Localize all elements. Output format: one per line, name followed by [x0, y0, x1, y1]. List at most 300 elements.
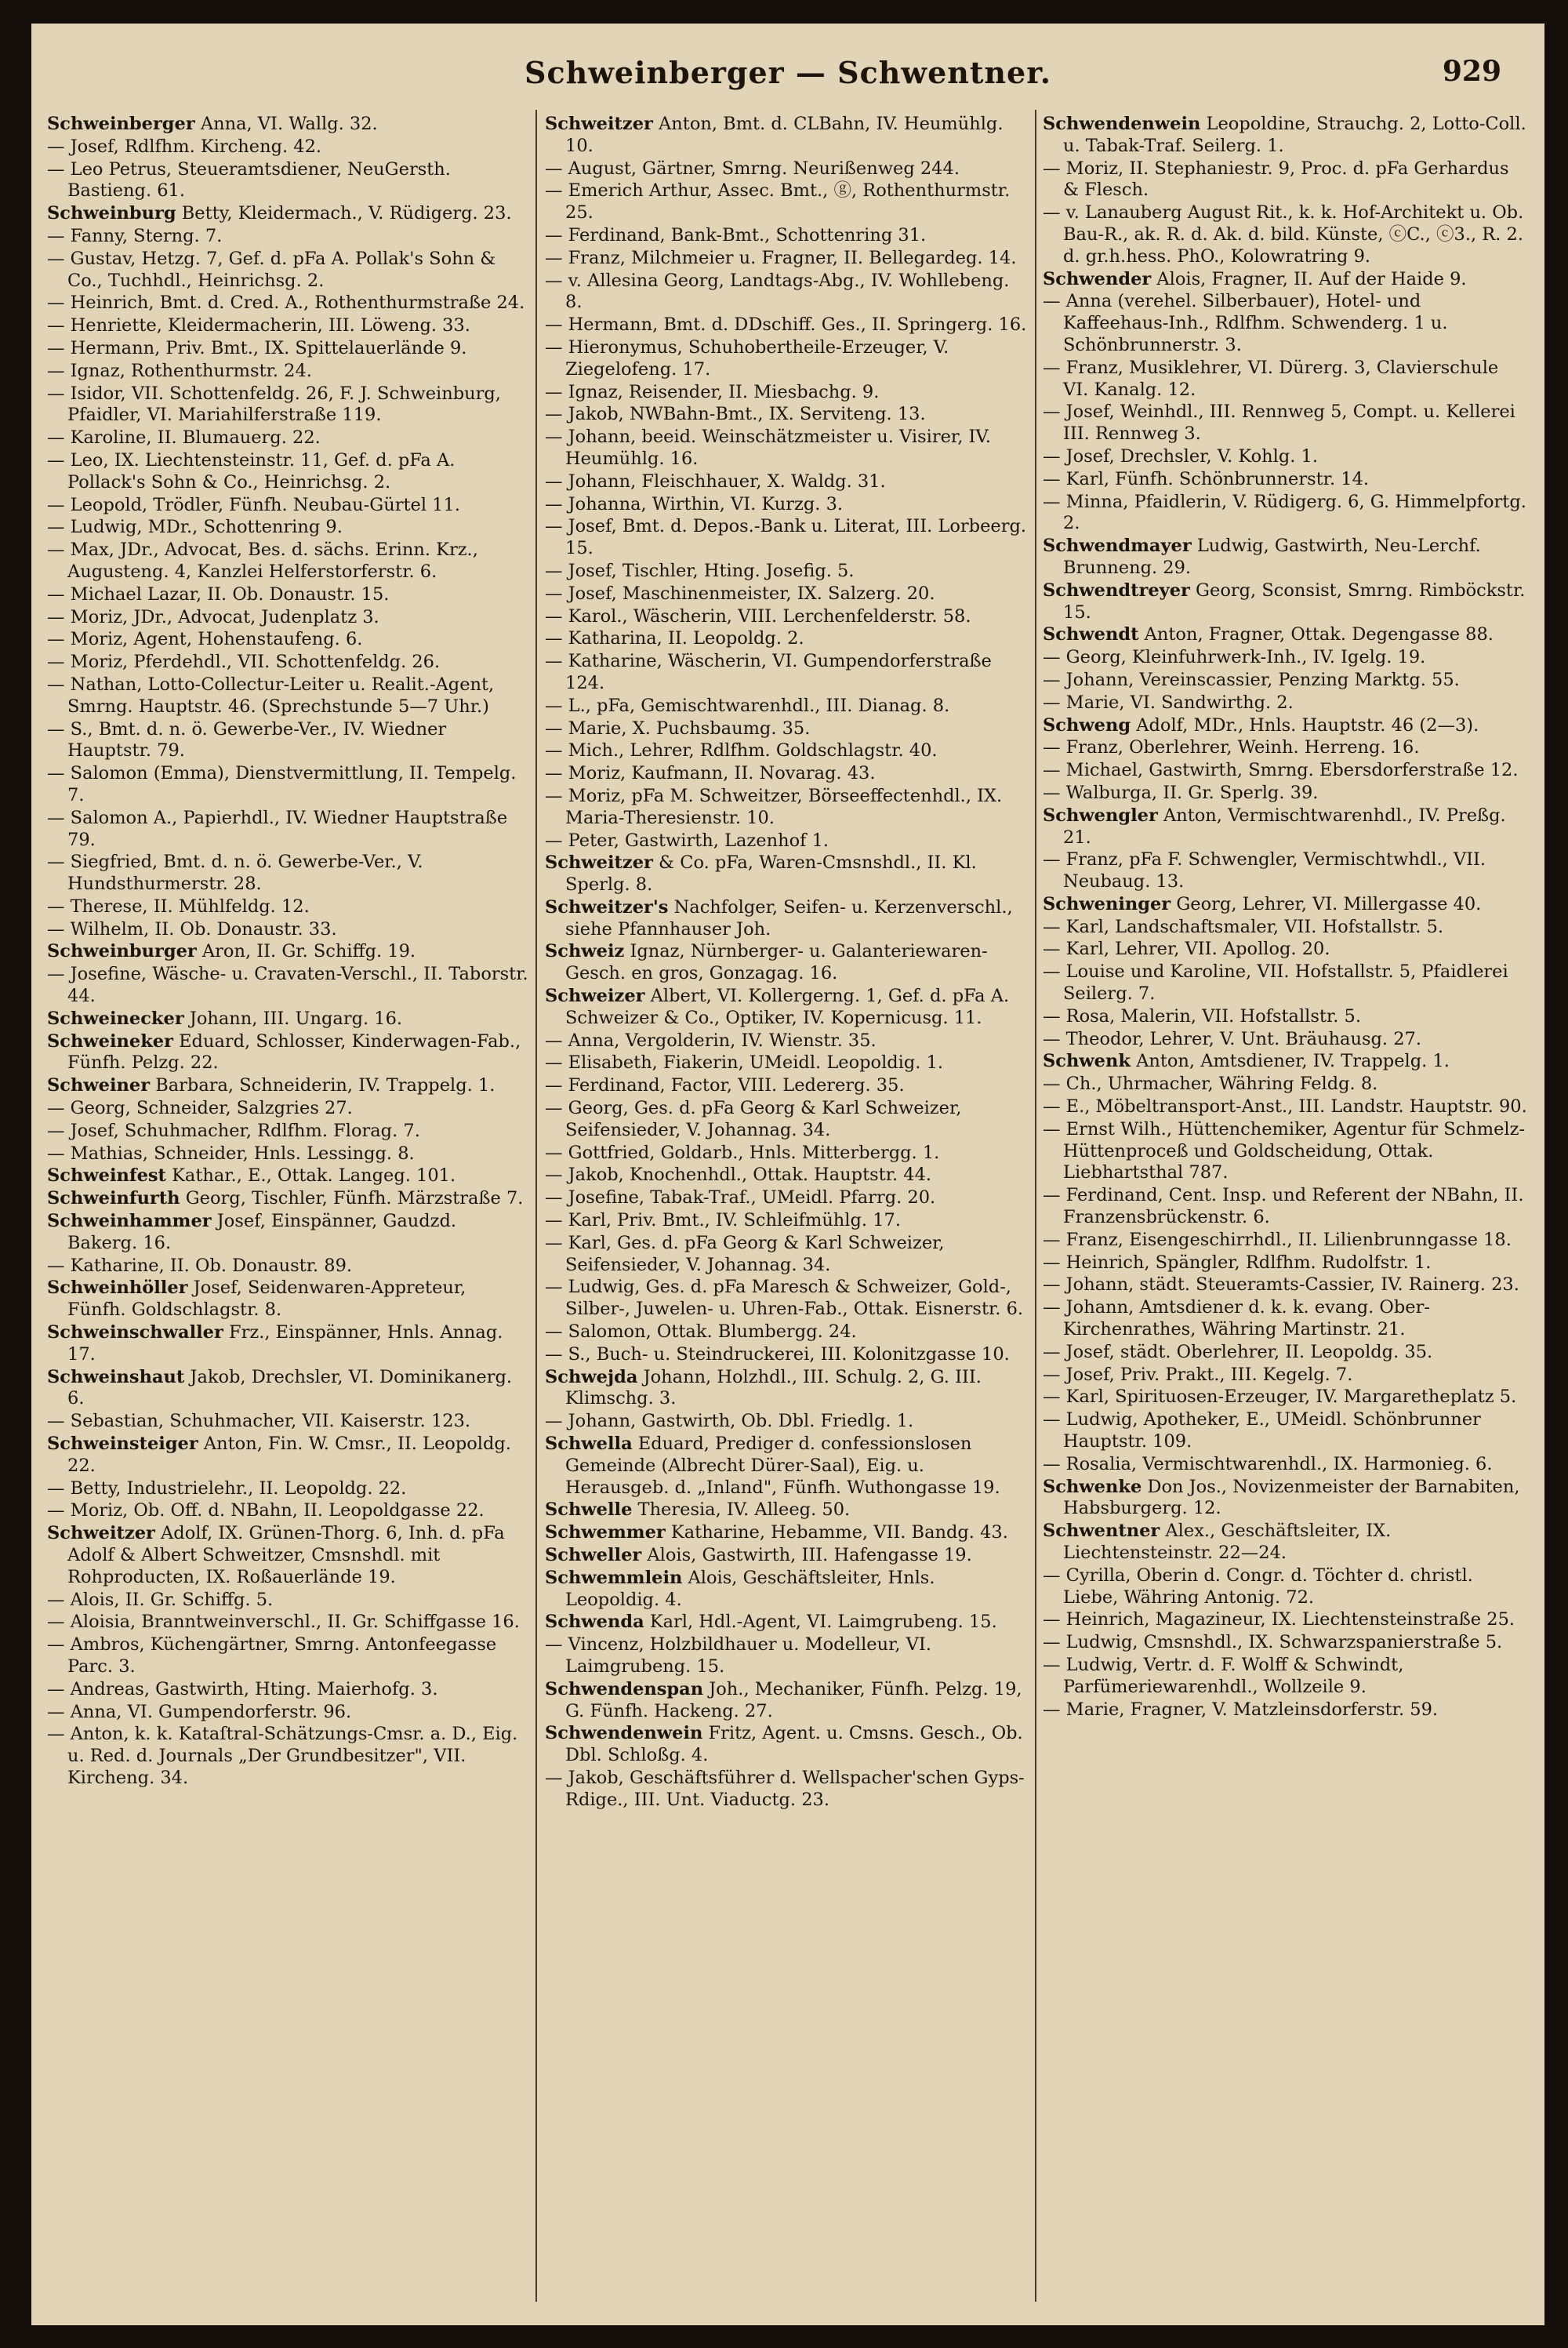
entry-text: — Karl, Priv. Bmt., IV. Schleifmühlg. 17.	[545, 1210, 901, 1231]
directory-entry	[545, 740, 1027, 762]
entry-text: — Vincenz, Holzbildhauer u. Modelleur, VI. Laimgrubeng. 15.	[545, 1634, 931, 1677]
directory-entry	[545, 1612, 1027, 1634]
directory-entry	[545, 1187, 1027, 1209]
directory-entry	[1043, 1297, 1529, 1341]
directory-entry	[545, 1768, 1027, 1812]
entry-text: Adolf, MDr., Hnls. Hauptstr. 46 (2—3).	[1131, 714, 1479, 736]
entry-text: — Hermann, Bmt. d. DDschiff. Ges., II. Springerg. 16.	[545, 314, 1027, 336]
entry-text: Don Jos., Novizenmeister der Barnabiten, Habsburgerg. 12.	[1063, 1476, 1520, 1519]
entry-text: — Salomon (Emma), Dienstvermittlung, II. Tempelg. 7.	[47, 763, 517, 805]
entry-text: — Georg, Kleinfuhrwerk-Inh., IV. Igelg. 19.	[1043, 647, 1426, 668]
directory-entry	[1043, 783, 1529, 805]
entry-text: — Betty, Industrielehr., II. Leopoldg. 22.	[47, 1477, 407, 1499]
directory-entry	[47, 1322, 529, 1366]
entry-text: — Marie, Fragner, V. Matzleinsdorferstr. 59.	[1043, 1699, 1439, 1720]
entry-surname: Schweiner	[47, 1075, 151, 1096]
entry-text: — Heinrich, Bmt. d. Cred. A., Rothenthurmstraße 24.	[47, 293, 525, 314]
directory-entry	[47, 1098, 529, 1120]
directory-page	[31, 24, 1544, 2325]
entry-text: — Katharine, Wäscherin, VI. Gumpendorferstraße 124.	[545, 651, 992, 693]
entry-text: — Anna (verehel. Silberbauer), Hotel- und Kaffeehaus-Inh., Rdlfhm. Schwenderg. 1 u. Schönbrunnerstr. 3.	[1043, 291, 1448, 355]
entry-text: — Katharina, II. Leopoldg. 2.	[545, 628, 804, 649]
entry-text: — Josef, Priv. Prakt., III. Kegelg. 7.	[1043, 1364, 1353, 1385]
entry-text: — Rosalia, Vermischtwarenhdl., IX. Harmonieg. 6.	[1043, 1453, 1493, 1474]
directory-entry	[1043, 580, 1529, 624]
entry-text: Georg, Sconsist, Smrng. Rimböckstr. 15.	[1063, 580, 1526, 623]
directory-entry	[47, 1165, 529, 1187]
entry-surname: Schwelle	[545, 1499, 633, 1521]
directory-entry	[545, 651, 1027, 695]
entry-surname: Schweninger	[1043, 893, 1171, 914]
entry-text: — Ferdinand, Factor, VIII. Ledererg. 35.	[545, 1075, 905, 1096]
directory-entry	[47, 249, 529, 293]
entry-text: — Johanna, Wirthin, VI. Kurzg. 3.	[545, 493, 844, 514]
directory-entry	[545, 225, 1027, 247]
directory-entry	[1043, 647, 1529, 669]
directory-entry	[1043, 202, 1529, 267]
entry-text: — Hieronymus, Schuhobertheile-Erzeuger, V. Ziegelofeng. 17.	[545, 336, 949, 380]
directory-entry	[545, 718, 1027, 740]
directory-entry	[545, 1143, 1027, 1165]
entry-text: — Michael Lazar, II. Ob. Donaustr. 15.	[47, 583, 390, 605]
entry-text: — E., Möbeltransport-Anst., III. Landstr. Hauptstr. 90.	[1043, 1096, 1527, 1118]
entry-text: Fritz, Agent. u. Cmsns. Gesch., Ob. Dbl. Schloßg. 4.	[565, 1723, 1023, 1766]
entry-text: — Gottfried, Goldarb., Hnls. Mitterbergg. 1.	[545, 1142, 940, 1163]
directory-entry	[545, 583, 1027, 605]
entry-text: Joh., Mechaniker, Fünfh. Pelzg. 19, G. Fünfh. Hackeng. 27.	[565, 1678, 1022, 1721]
entry-surname: Schweinhöller	[47, 1278, 188, 1299]
directory-entry	[1043, 692, 1529, 714]
entry-text: Albert, VI. Kollergerng. 1, Gef. d. pFa A. Schweizer & Co., Optiker, IV. Kopernicusg. 11.	[565, 986, 1010, 1028]
directory-entry	[47, 1075, 529, 1097]
entry-text: — Anna, Vergolderin, IV. Wienstr. 35.	[545, 1030, 877, 1051]
directory-entry	[1043, 1274, 1529, 1296]
entry-text: — Franz, Musiklehrer, VI. Dürerg. 3, Clavierschule VI. Kanalg. 12.	[1043, 357, 1499, 400]
entry-text: — Ambros, Küchengärtner, Smrng. Antonfeegasse Parc. 3.	[47, 1634, 497, 1677]
directory-entry	[545, 1344, 1027, 1366]
entry-text: — Josef, Rdlfhm. Kircheng. 42.	[47, 136, 322, 157]
directory-entry	[47, 1724, 529, 1789]
entry-surname: Schweitzer	[47, 1523, 155, 1544]
entry-surname: Schwenk	[1043, 1051, 1131, 1072]
entry-text: Anna, VI. Wallg. 32.	[194, 114, 378, 134]
directory-entry	[47, 763, 529, 807]
directory-entry	[47, 1679, 529, 1701]
directory-entry	[1043, 402, 1529, 445]
directory-entry	[1043, 1632, 1529, 1654]
entry-text: — Jakob, Knochenhdl., Ottak. Hauptstr. 44.	[545, 1165, 932, 1186]
entry-text: — Johann, beeid. Weinschätzmeister u. Visirer, IV. Heumühlg. 16.	[545, 427, 991, 469]
entry-text: Theresia, IV. Alleeg. 50.	[632, 1499, 851, 1521]
directory-entry	[545, 1499, 1027, 1521]
directory-entry	[47, 919, 529, 941]
directory-entry	[47, 1500, 529, 1522]
entry-text: Betty, Kleidermach., V. Rüdigerg. 23.	[176, 203, 512, 224]
entry-text: — Johann, städt. Steueramts-Cassier, IV. Rainerg. 23.	[1043, 1274, 1519, 1296]
entry-surname: Schweineker	[47, 1030, 173, 1052]
directory-entry	[47, 1031, 529, 1075]
directory-entry	[1043, 358, 1529, 402]
entry-text: — Hermann, Priv. Bmt., IX. Spittelauerlände 9.	[47, 337, 467, 358]
entry-surname: Schweinburg	[47, 203, 176, 224]
directory-entry	[1043, 1029, 1529, 1051]
entry-text: — Andreas, Gastwirth, Hting. Maierhofg. 3.	[47, 1678, 438, 1699]
directory-entry	[47, 383, 529, 427]
directory-entry	[545, 1434, 1027, 1499]
entry-text: — Franz, Eisengeschirrhdl., II. Lilienbrunngasse 18.	[1043, 1229, 1512, 1250]
column-1	[47, 114, 529, 2310]
directory-entry	[47, 136, 529, 158]
directory-entry	[545, 606, 1027, 628]
entry-text: — Theodor, Lehrer, V. Unt. Bräuhausg. 27.	[1043, 1028, 1422, 1049]
entry-surname: Schwendenwein	[1043, 114, 1201, 134]
entry-surname: Schwemmer	[545, 1522, 666, 1543]
directory-entry	[545, 1411, 1027, 1433]
entry-text: — Cyrilla, Oberin d. Congr. d. Töchter d. christl. Liebe, Währing Antonig. 72.	[1043, 1565, 1473, 1608]
entry-text: — Nathan, Lotto-Collectur-Leiter u. Realit.-Agent, Smrng. Hauptstr. 46. (Sprechstunde 5—7 Uhr.)	[47, 674, 495, 717]
directory-entry	[47, 427, 529, 449]
entry-text: — Ch., Uhrmacher, Währing Feldg. 8.	[1043, 1074, 1378, 1095]
entry-text: — S., Bmt. d. n. ö. Gewerbe-Ver., IV. Wiedner Hauptstr. 79.	[47, 718, 447, 761]
directory-entry	[545, 114, 1027, 158]
entry-text: — Gustav, Hetzg. 7, Gef. d. pFa A. Pollak's Sohn & Co., Tuchhdl., Heinrichsg. 2.	[47, 248, 496, 291]
entry-text: — Heinrich, Magazineur, IX. Liechtensteinstraße 25.	[1043, 1609, 1515, 1630]
entry-surname: Schweinberger	[47, 114, 195, 134]
entry-text: — Rosa, Malerin, VII. Hofstallstr. 5.	[1043, 1005, 1361, 1027]
entry-text: Adolf, IX. Grünen-Thorg. 6, Inh. d. pFa Adolf & Albert Schweitzer, Cmsnshdl. mit Rohproducten, IX. Roßauerlände 19.	[67, 1523, 505, 1587]
entry-text: — Josefine, Tabak-Traf., UMeidl. Pfarrg. 20.	[545, 1187, 936, 1209]
entry-text: Alex., Geschäftsleiter, IX. Liechtensteinstr. 22—24.	[1063, 1521, 1392, 1563]
entry-surname: Schwentner	[1043, 1521, 1160, 1542]
directory-entry	[545, 1233, 1027, 1277]
column-3	[1043, 114, 1529, 2310]
column-divider	[535, 110, 537, 2302]
directory-entry	[545, 1545, 1027, 1567]
entry-surname: Schwendenspan	[545, 1678, 704, 1699]
directory-entry	[47, 1121, 529, 1143]
entry-text: — Moriz, Agent, Hohenstaufeng. 6.	[47, 629, 363, 650]
entry-text: Alois, Geschäftsleiter, Hnls. Leopoldig. 4.	[565, 1567, 935, 1610]
directory-entry	[47, 114, 529, 136]
entry-surname: Schweitzer's	[545, 896, 669, 918]
directory-entry	[545, 1321, 1027, 1343]
directory-entry	[47, 361, 529, 383]
entry-surname: Schweiz	[545, 941, 625, 962]
directory-entry	[1043, 670, 1529, 692]
entry-text: — Leo Petrus, Steueramtsdiener, NeuGersth. Bastieng. 61.	[47, 158, 451, 202]
directory-entry	[545, 786, 1027, 830]
entry-surname: Schweizer	[545, 986, 645, 1007]
directory-entry	[1043, 1342, 1529, 1364]
entry-text: — Minna, Pfaidlerin, V. Rüdigerg. 6, G. Himmelpfortg. 2.	[1043, 491, 1526, 534]
entry-text: — Fanny, Sterng. 7.	[47, 225, 223, 246]
directory-entry	[47, 1211, 529, 1255]
entry-text: & Co. pFa, Waren-Cmsnshdl., II. Kl. Sperlg. 8.	[565, 852, 977, 896]
entry-surname: Schwella	[545, 1434, 633, 1455]
running-title: Schweinberger — Schwentner.	[524, 55, 1051, 90]
directory-entry	[545, 986, 1027, 1030]
entry-surname: Schweller	[545, 1545, 642, 1565]
entry-text: — Anna, VI. Gumpendorferstr. 96.	[47, 1701, 352, 1722]
directory-entry	[545, 158, 1027, 180]
directory-entry	[47, 338, 529, 360]
entry-text: — Josef, Maschinenmeister, IX. Salzerg. 20.	[545, 583, 935, 604]
page-number: 929	[1442, 55, 1501, 88]
directory-entry	[1043, 961, 1529, 1005]
directory-entry	[1043, 894, 1529, 916]
entry-text: — Sebastian, Schuhmacher, VII. Kaiserstr. 123.	[47, 1411, 471, 1432]
directory-entry	[47, 584, 529, 606]
directory-entry	[1043, 1655, 1529, 1699]
entry-text: Jakob, Drechsler, VI. Dominikanerg. 6.	[67, 1366, 512, 1409]
directory-entry	[47, 1434, 529, 1477]
entry-text: — Moriz, JDr., Advocat, Judenplatz 3.	[47, 606, 379, 627]
directory-entry	[1043, 1185, 1529, 1229]
directory-entry	[1043, 1699, 1529, 1721]
entry-text: — Alois, II. Gr. Schiffg. 5.	[47, 1589, 274, 1610]
directory-entry	[545, 1210, 1027, 1232]
entry-text: — Walburga, II. Gr. Sperlg. 39.	[1043, 782, 1319, 803]
directory-entry	[47, 1523, 529, 1588]
entry-text: — Henriette, Kleidermacherin, III. Löweng. 33.	[47, 315, 470, 336]
directory-entry	[545, 1098, 1027, 1142]
entry-text: Nachfolger, Seifen- u. Kerzenverschl., siehe Pfannhauser Joh.	[565, 896, 1013, 940]
entry-text: — Karl, Fünfh. Schönbrunnerstr. 14.	[1043, 468, 1370, 489]
entry-text: Ignaz, Nürnberger- u. Galanteriewaren-Gesch. en gros, Gonzagag. 16.	[565, 941, 988, 984]
directory-entry	[545, 314, 1027, 336]
entry-text: Georg, Lehrer, VI. Millergasse 40.	[1171, 893, 1482, 914]
directory-entry	[545, 1723, 1027, 1767]
directory-entry	[1043, 737, 1529, 759]
entry-text: — Franz, pFa F. Schwengler, Vermischtwhdl., VII. Neubaug. 13.	[1043, 849, 1486, 892]
directory-entry	[1043, 1051, 1529, 1073]
entry-text: Anton, Bmt. d. CLBahn, IV. Heumühlg. 10.	[565, 114, 1004, 156]
entry-text: — Michael, Gastwirth, Smrng. Ebersdorferstraße 12.	[1043, 760, 1519, 781]
directory-entry	[47, 941, 529, 963]
directory-entry	[1043, 760, 1529, 782]
entry-text: — Elisabeth, Fiakerin, UMeidl. Leopoldig. 1.	[545, 1052, 944, 1074]
entry-text: Frz., Einspänner, Hnls. Annag. 17.	[67, 1322, 503, 1365]
directory-entry	[47, 495, 529, 517]
directory-entry	[47, 203, 529, 225]
directory-entry	[545, 1679, 1027, 1723]
directory-entry	[47, 1256, 529, 1278]
directory-entry	[1043, 917, 1529, 939]
directory-entry	[1043, 624, 1529, 646]
entry-text: — Wilhelm, II. Ob. Donaustr. 33.	[47, 918, 337, 940]
entry-text: — Katharine, II. Ob. Donaustr. 89.	[47, 1255, 353, 1276]
entry-text: — Moriz, Ob. Off. d. NBahn, II. Leopoldgasse 22.	[47, 1500, 485, 1521]
directory-entry	[545, 1367, 1027, 1411]
page-header	[31, 55, 1544, 110]
directory-entry	[47, 450, 529, 494]
entry-text: — Ludwig, Ges. d. pFa Maresch & Schweizer, Gold-, Silber-, Juwelen- u. Uhren-Fab., Ottak. Eisnerstr. 6.	[545, 1277, 1024, 1320]
entry-surname: Schwenda	[545, 1612, 644, 1633]
directory-entry	[47, 896, 529, 918]
entry-text: — Marie, VI. Sandwirthg. 2.	[1043, 692, 1294, 713]
directory-entry	[47, 652, 529, 674]
entry-text: — Josefine, Wäsche- u. Cravaten-Verschl., II. Taborstr. 44.	[47, 964, 528, 1007]
directory-entry	[47, 517, 529, 539]
directory-entry	[1043, 1565, 1529, 1609]
directory-entry	[47, 293, 529, 314]
entry-text: — Ignaz, Reisender, II. Miesbachg. 9.	[545, 381, 880, 402]
entry-text: — Therese, II. Mühlfeldg. 12.	[47, 896, 310, 917]
directory-entry	[47, 852, 529, 896]
entry-text: — Max, JDr., Advocat, Bes. d. sächs. Erinn. Krz., Augusteng. 4, Kanzlei Helferstorferstr. 6.	[47, 540, 478, 582]
entry-surname: Schwengler	[1043, 805, 1158, 826]
entry-text: — Ernst Wilh., Hüttenchemiker, Agentur für Schmelz-Hüttenproceß und Goldscheidung, Ottak. Liebhartsthal 787.	[1043, 1118, 1526, 1183]
entry-text: Johann, Holzhdl., III. Schulg. 2, G. III. Klimschg. 3.	[565, 1366, 982, 1409]
directory-entry	[1043, 291, 1529, 356]
entry-text: — Siegfried, Bmt. d. n. ö. Gewerbe-Ver., V. Hundsthurmerstr. 28.	[47, 852, 423, 895]
directory-entry	[545, 180, 1027, 224]
entry-surname: Schwenke	[1043, 1476, 1142, 1497]
entry-text: — Franz, Oberlehrer, Weinh. Herreng. 16.	[1043, 737, 1420, 758]
directory-entry	[1043, 1454, 1529, 1476]
directory-entry	[1043, 1096, 1529, 1118]
entry-text: — Johann, Vereinscassier, Penzing Marktg. 55.	[1043, 669, 1460, 690]
entry-text: — Ferdinand, Cent. Insp. und Referent der NBahn, II. Franzensbrückenstr. 6.	[1043, 1185, 1524, 1228]
entry-text: — Karl, Ges. d. pFa Georg & Karl Schweizer, Seifensieder, V. Johannag. 34.	[545, 1232, 945, 1275]
directory-entry	[545, 561, 1027, 583]
entry-text: Josef, Seidenwaren-Appreteur, Fünfh. Goldschlagstr. 8.	[67, 1278, 466, 1321]
entry-text: Eduard, Schlosser, Kinderwagen-Fab., Fünfh. Pelzg. 22.	[67, 1030, 521, 1074]
column-2	[545, 114, 1027, 2310]
entry-text: — Josef, Bmt. d. Depos.-Bank u. Literat, III. Lorbeerg. 15.	[545, 516, 1027, 559]
directory-entry	[1043, 158, 1529, 202]
entry-surname: Schweinfest	[47, 1165, 166, 1187]
entry-text: — Leopold, Trödler, Fünfh. Neubau-Gürtel 11.	[47, 494, 460, 515]
entry-text: — Ludwig, Cmsnshdl., IX. Schwarzspanierstraße 5.	[1043, 1632, 1503, 1653]
directory-entry	[545, 1277, 1027, 1321]
entry-text: Katharine, Hebamme, VII. Bandg. 43.	[665, 1522, 1008, 1543]
directory-entry	[47, 719, 529, 763]
entry-text: Ludwig, Gastwirth, Neu-Lerchf. Brunneng. 29.	[1063, 536, 1481, 578]
directory-entry	[47, 540, 529, 583]
directory-entry	[47, 315, 529, 337]
directory-entry	[545, 1568, 1027, 1612]
entry-text: — Aloisia, Branntweinverschl., II. Gr. Schiffgasse 16.	[47, 1612, 520, 1633]
entry-text: — Karol., Wäscherin, VIII. Lerchenfelderstr. 58.	[545, 605, 971, 627]
entry-text: — Louise und Karoline, VII. Hofstallstr. 5, Pfaidlerei Seilerg. 7.	[1043, 961, 1508, 1005]
directory-entry	[47, 629, 529, 651]
directory-entry	[545, 337, 1027, 381]
entry-text: — Marie, X. Puchsbaumg. 35.	[545, 718, 811, 739]
directory-entry	[47, 607, 529, 629]
entry-surname: Schweinsteiger	[47, 1434, 198, 1455]
entry-text: — Karl, Spirituosen-Erzeuger, IV. Margaretheplatz 5.	[1043, 1387, 1517, 1408]
entry-text: — Franz, Milchmeier u. Fragner, II. Bellegardeg. 14.	[545, 247, 1017, 268]
entry-surname: Schwemmlein	[545, 1567, 683, 1588]
directory-entry	[47, 1411, 529, 1433]
entry-text: — Josef, Tischler, Hting. Josefig. 5.	[545, 560, 855, 581]
directory-entry	[1043, 1119, 1529, 1184]
entry-surname: Schwejda	[545, 1366, 638, 1387]
directory-entry	[1043, 1230, 1529, 1252]
directory-entry	[1043, 1477, 1529, 1521]
directory-entry	[47, 1590, 529, 1612]
entry-text: Anton, Fin. W. Cmsr., II. Leopoldg. 22.	[67, 1434, 511, 1476]
directory-entry	[1043, 1252, 1529, 1274]
entry-surname: Schweitzer	[545, 852, 653, 874]
directory-entry	[47, 1367, 529, 1411]
entry-text: Barbara, Schneiderin, IV. Trappelg. 1.	[150, 1075, 495, 1096]
directory-entry	[1043, 1074, 1529, 1096]
directory-entry	[1043, 715, 1529, 737]
directory-entry	[47, 1009, 529, 1030]
entry-text: — August, Gärtner, Smrng. Neurißenweg 244.	[545, 158, 960, 179]
entry-text: Anton, Fragner, Ottak. Degengasse 88.	[1138, 624, 1494, 645]
entry-surname: Schweng	[1043, 714, 1131, 736]
entry-text: — Josef, Schuhmacher, Rdlfhm. Florag. 7.	[47, 1120, 420, 1141]
entry-text: — Moriz, II. Stephaniestr. 9, Proc. d. pFa Gerhardus & Flesch.	[1043, 158, 1509, 201]
directory-entry	[545, 471, 1027, 493]
entry-text: Aron, II. Gr. Schiffg. 19.	[196, 941, 416, 962]
entry-text: — Anton, k. k. Kataſtral-Schätzungs-Cmsr. a. D., Eig. u. Red. d. Journals „Der Grundbesitzer", VII. Kircheng. 34.	[47, 1724, 518, 1788]
entry-text: — Isidor, VII. Schottenfeldg. 26, F. J. Schweinburg, Pfaidler, VI. Mariahilferstraße 119.	[47, 383, 501, 426]
entry-text: Georg, Tischler, Fünfh. Märzstraße 7.	[180, 1188, 524, 1209]
entry-text: — v. Allesina Georg, Landtags-Abg., IV. Wohllebeng. 8.	[545, 270, 1010, 313]
directory-entry	[47, 1478, 529, 1500]
directory-entry	[47, 1188, 529, 1210]
entry-surname: Schweinecker	[47, 1008, 184, 1029]
entry-text: — Ludwig, MDr., Schottenring 9.	[47, 517, 343, 538]
entry-text: — Karoline, II. Blumauerg. 22.	[47, 427, 321, 449]
entry-text: Josef, Einspänner, Gaudzd. Bakerg. 16.	[67, 1211, 457, 1253]
entry-text: Leopoldine, Strauchg. 2, Lotto-Coll. u. Tabak-Traf. Seilerg. 1.	[1063, 114, 1526, 156]
directory-entry	[545, 852, 1027, 896]
entry-surname: Schwendenwein	[545, 1723, 703, 1744]
directory-entry	[545, 1030, 1027, 1052]
entry-surname: Schweinfurth	[47, 1188, 180, 1209]
entry-surname: Schweinschwaller	[47, 1322, 223, 1343]
directory-entry	[545, 248, 1027, 270]
entry-text: — Georg, Schneider, Salzgries 27.	[47, 1098, 353, 1119]
directory-entry	[1043, 1521, 1529, 1565]
directory-entry	[545, 763, 1027, 785]
entry-text: — Moriz, Pferdehdl., VII. Schottenfeldg. 26.	[47, 652, 441, 673]
entry-surname: Schwendtreyer	[1043, 580, 1190, 601]
entry-surname: Schweinburger	[47, 941, 197, 962]
entry-text: — Ludwig, Vertr. d. F. Wolff & Schwindt, Parfümeriewarenhdl., Wollzeile 9.	[1043, 1654, 1404, 1697]
entry-text: — Jakob, Geschäftsführer d. Wellspacher'schen Gyps-Rdige., III. Unt. Viaductg. 23.	[545, 1767, 1025, 1810]
directory-entry	[545, 897, 1027, 941]
entry-text: — Josef, Weinhdl., III. Rennweg 5, Compt. u. Kellerei III. Rennweg 3.	[1043, 402, 1515, 445]
entry-text: Kathar., E., Ottak. Langeg. 101.	[165, 1165, 456, 1187]
entry-text: — Jakob, NWBahn-Bmt., IX. Serviteng. 13.	[545, 404, 926, 425]
entry-text: Alois, Gastwirth, III. Hafengasse 19.	[641, 1545, 972, 1565]
entry-text: — Salomon, Ottak. Blumbergg. 24.	[545, 1321, 857, 1343]
directory-entry	[545, 404, 1027, 426]
directory-entry	[1043, 536, 1529, 580]
entry-text: — Josef, Drechsler, V. Kohlg. 1.	[1043, 445, 1318, 467]
directory-entry	[47, 964, 529, 1008]
directory-entry	[1043, 805, 1529, 849]
directory-entry	[545, 382, 1027, 404]
directory-entry	[1043, 446, 1529, 468]
column-divider	[1035, 110, 1036, 2302]
entry-text: — Johann, Fleischhauer, X. Waldg. 31.	[545, 471, 886, 492]
entry-text: — Moriz, pFa M. Schweitzer, Börseeffectenhdl., IX. Maria-Theresienstr. 10.	[545, 785, 1003, 828]
entry-text: — Karl, Landschaftsmaler, VII. Hofstallstr. 5.	[1043, 916, 1444, 937]
entry-text: Karl, Hdl.-Agent, VI. Laimgrubeng. 15.	[644, 1612, 997, 1633]
directory-entry	[47, 1143, 529, 1165]
directory-entry	[47, 1702, 529, 1724]
directory-entry	[1043, 1365, 1529, 1387]
directory-entry	[545, 831, 1027, 852]
directory-entry	[1043, 1006, 1529, 1028]
